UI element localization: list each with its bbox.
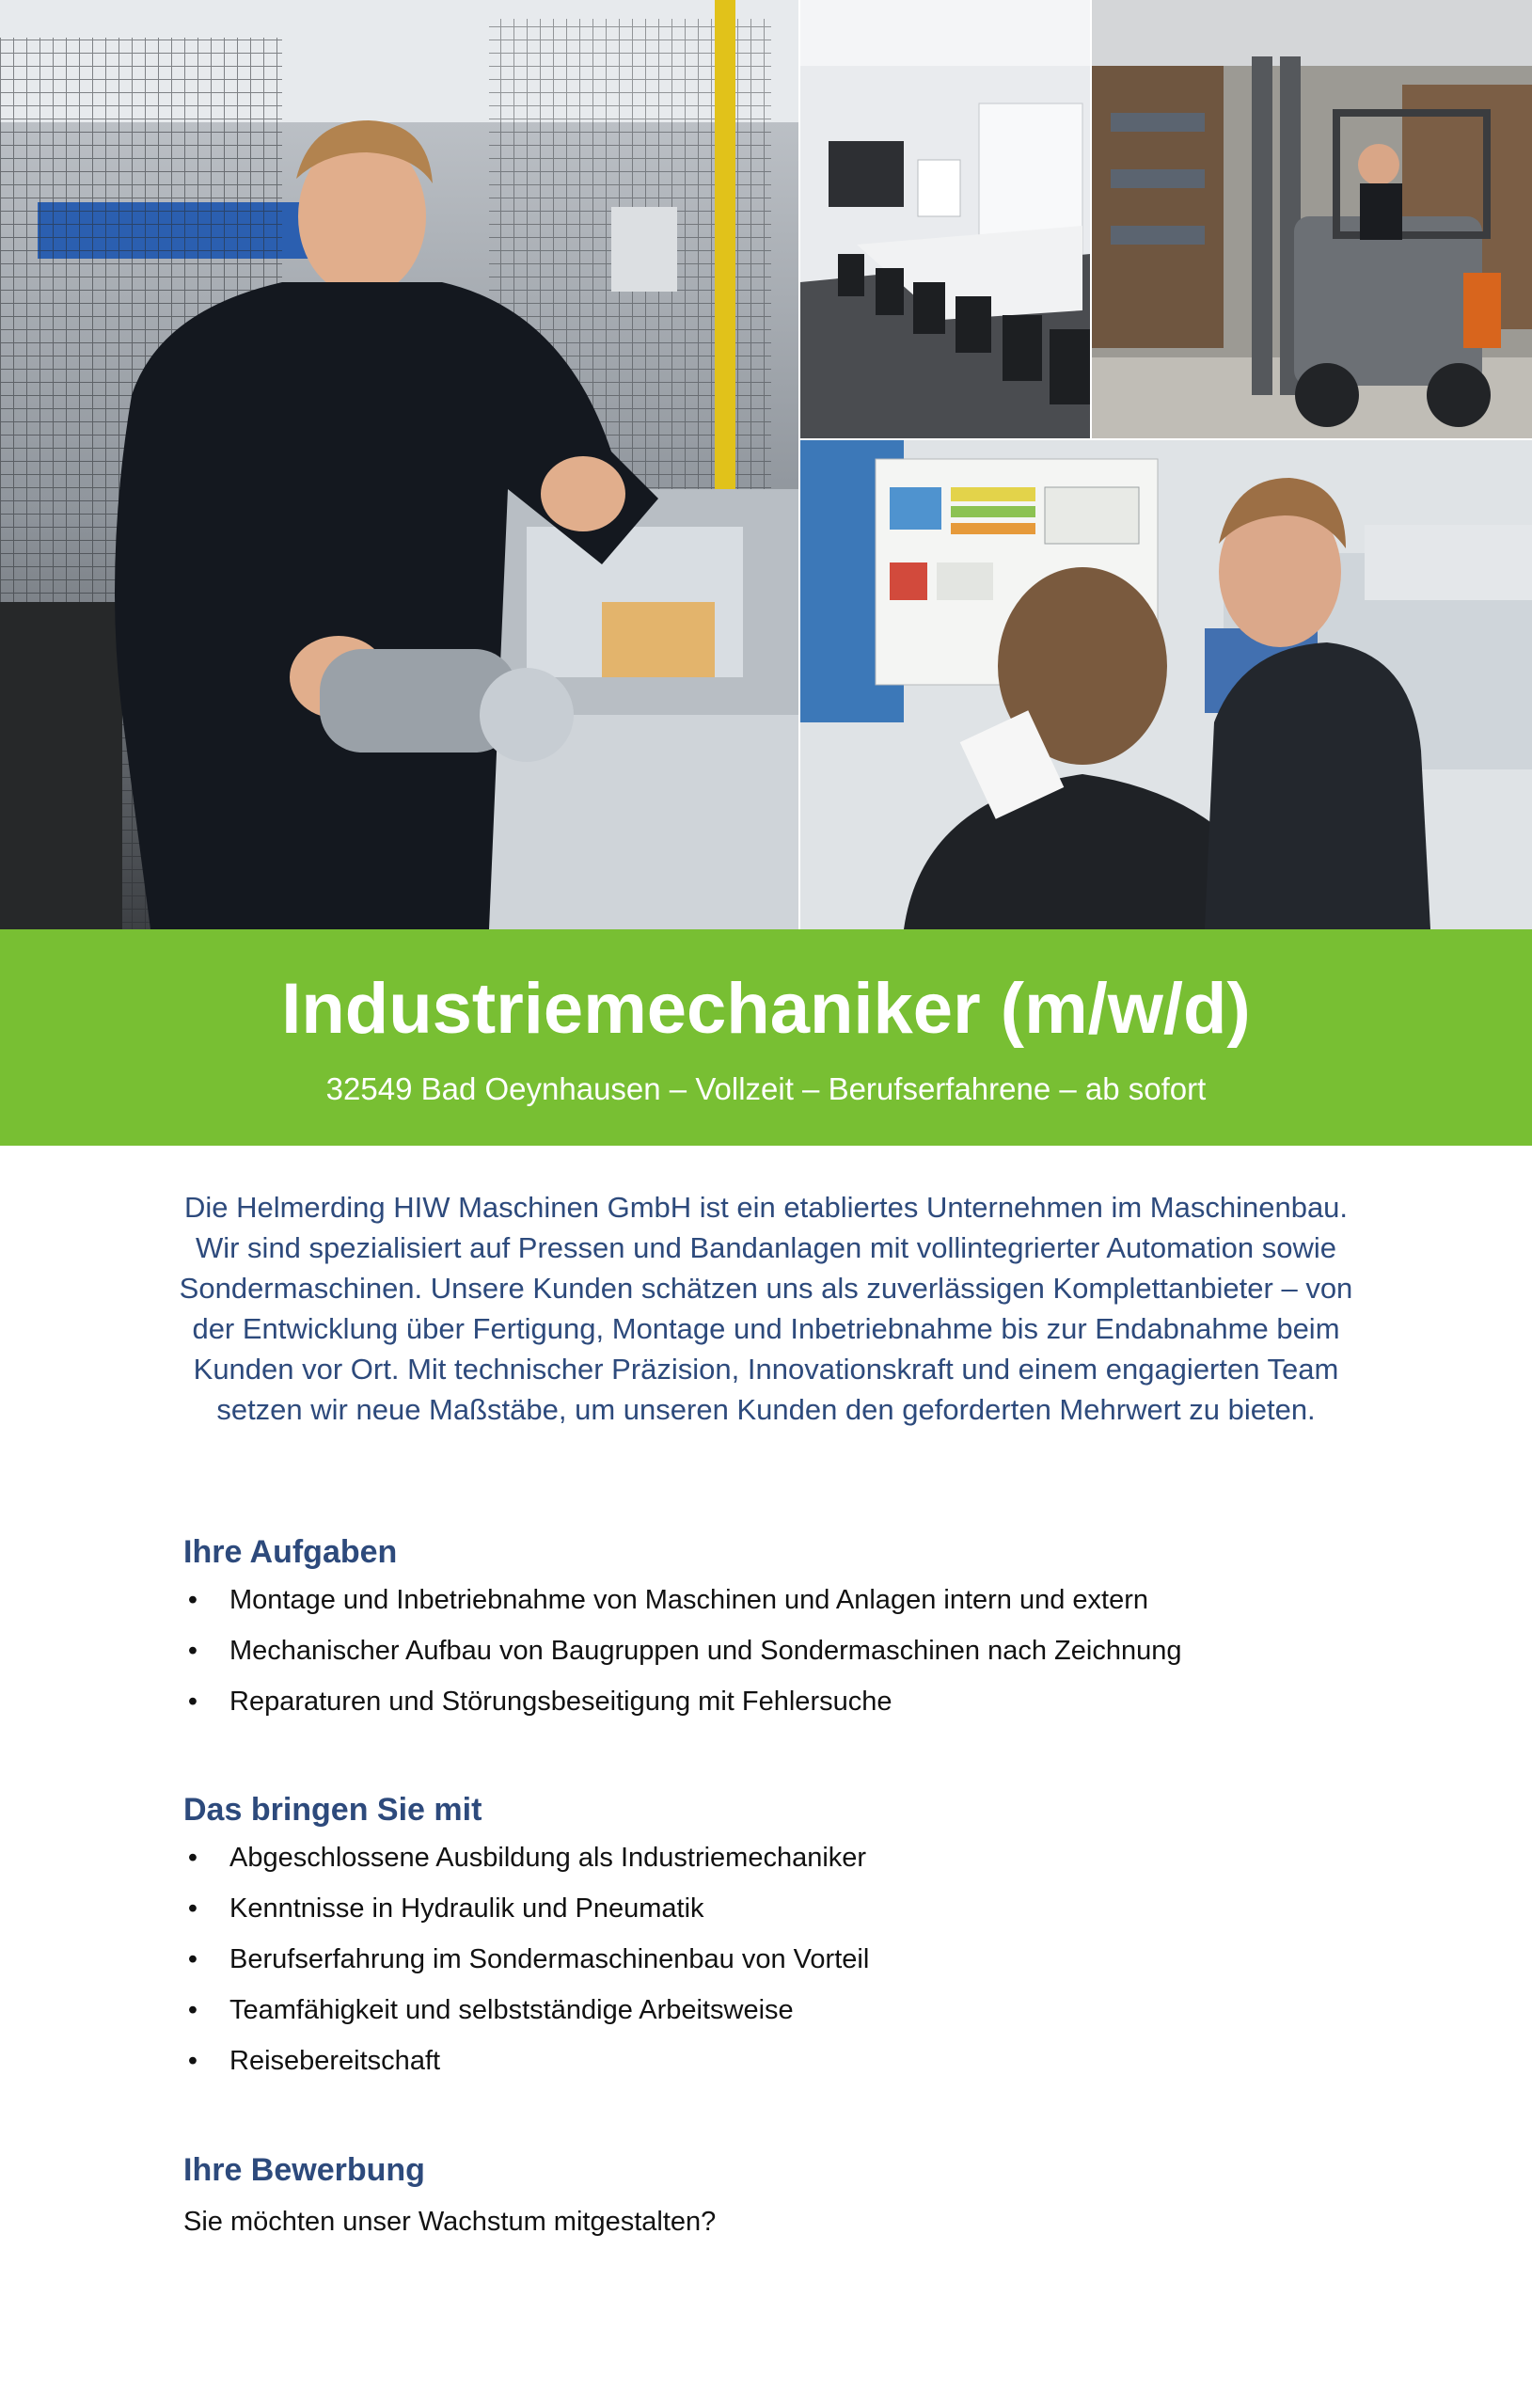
requirements-section (183, 1789, 1350, 2094)
list-item-text: Berufserfahrung im Sondermaschinenbau von Vorteil (229, 1944, 870, 1974)
list-item (183, 1684, 1350, 1719)
bullet-icon: • (187, 1636, 198, 1666)
bullet-icon: • (187, 1843, 198, 1873)
bullet-icon: • (187, 1585, 198, 1615)
list-item-text: Montage und Inbetriebnahme von Maschinen und Anlagen intern und extern (229, 1585, 1149, 1615)
list-item (183, 2043, 1350, 2079)
bullet-icon: • (187, 1944, 198, 1974)
photo-collage (0, 0, 1532, 929)
bullet-icon: • (187, 1995, 198, 2025)
application-text: Sie möchten unser Wachstum mitgestalten? (183, 2207, 717, 2237)
list-item-text: Reisebereitschaft (229, 2046, 441, 2076)
application-section (183, 2149, 1350, 2240)
requirements-heading: Das bringen Sie mit (183, 1792, 482, 1828)
list-item (183, 1582, 1350, 1618)
title-banner (0, 929, 1532, 1146)
application-heading: Ihre Bewerbung (183, 2152, 425, 2188)
list-item (183, 1891, 1350, 1926)
photo-forklift-warehouse (1092, 0, 1532, 438)
list-item-text: Abgeschlossene Ausbildung als Industriemechaniker (229, 1843, 867, 1873)
list-item-text: Kenntnisse in Hydraulik und Pneumatik (229, 1893, 704, 1924)
photo-mechanic-with-wrench (0, 0, 798, 929)
list-item (183, 1633, 1350, 1669)
company-intro: Die Helmerding HIW Maschinen GmbH ist ein etabliertes Unternehmen im Maschinenbau. Wir sind spezialisiert auf Pressen und Bandanlagen mit vollintegrierter Automation sowie Sondermaschinen. Unsere Kunden schätzen uns als zuverlässigen Komplettanbieter – von der Entwicklung über Fertigung, Montage und Inbetriebnahme bis zur Endabnahme beim Kunden vor Ort. Mit technischer Präzision, Innovationskraft und einem engagierten Team setzen wir neue Maßstäbe, um unseren Kunden den geforderten Mehrwert zu bieten. (179, 1191, 1353, 1426)
job-subtitle: 32549 Bad Oeynhausen – Vollzeit – Berufserfahrene – ab sofort (325, 1071, 1207, 1106)
bullet-icon: • (187, 2046, 198, 2076)
photo-meeting-room (800, 0, 1090, 438)
list-item (183, 1941, 1350, 1977)
tasks-list (183, 1582, 1350, 1719)
list-item (183, 1992, 1350, 2028)
list-item-text: Reparaturen und Störungsbeseitigung mit Fehlersuche (229, 1687, 892, 1717)
bullet-icon: • (187, 1687, 198, 1717)
requirements-list (183, 1840, 1350, 2079)
list-item-text: Mechanischer Aufbau von Baugruppen und Sondermaschinen nach Zeichnung (229, 1636, 1182, 1666)
job-title: Industriemechaniker (m/w/d) (281, 969, 1251, 1049)
bullet-icon: • (187, 1893, 198, 1924)
photo-colleagues-reviewing-drawing (800, 440, 1532, 929)
tasks-heading: Ihre Aufgaben (183, 1534, 398, 1570)
tasks-section (183, 1531, 1350, 1735)
list-item (183, 1840, 1350, 1876)
list-item-text: Teamfähigkeit und selbstständige Arbeitsweise (229, 1995, 794, 2025)
